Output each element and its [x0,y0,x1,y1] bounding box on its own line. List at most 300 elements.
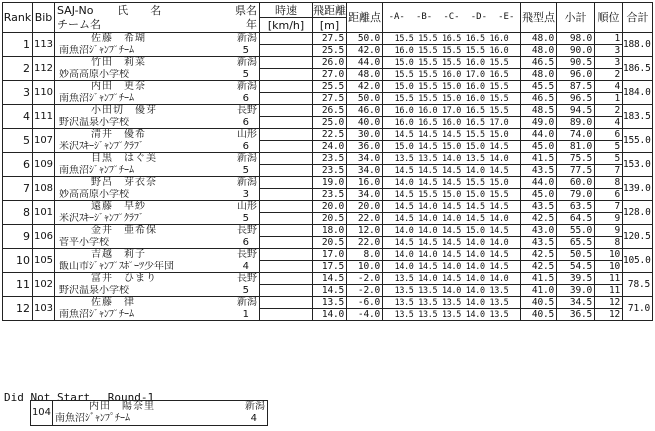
athlete-team: 菅平小学校 [59,236,109,248]
speed-cell [260,201,313,213]
speed-cell [260,117,313,129]
round-order-cell: 1 [595,93,623,105]
results-table [2,2,653,321]
athlete-name: 遠藤 早紗 [91,201,146,213]
judge-score: 14.5 [394,237,414,247]
total-cell: 105.0 [623,249,653,273]
header-bib: Bib [33,3,55,33]
dns-name-cell [52,401,267,414]
round-order-cell: 6 [595,189,623,201]
athlete-pref: 山形 [237,129,257,141]
subtotal-cell: 34.5 [557,297,595,309]
bib-cell: 108 [33,177,55,201]
bib-cell: 101 [33,201,55,225]
judge-score: 16.5 [442,33,461,43]
judge-score: 15.5 [418,81,438,91]
header-judge-d: -D- [470,12,487,22]
style-points-cell: 41.5 [521,153,557,165]
dns-team-cell [52,413,267,426]
athlete-team: 米沢ｽｷｰｼﾞｬﾝﾌﾟｸﾗﾌﾞ [59,212,144,224]
judge-score: 17.0 [489,117,509,127]
judge-scores-cell [383,105,521,117]
athlete-team: 南魚沼ｼﾞｬﾝﾌﾟﾁｰﾑ [59,164,134,176]
bib-cell: 102 [33,273,55,297]
dns-team: 南魚沼ｼﾞｬﾝﾌﾟﾁｰﾑ [54,413,130,424]
distance-cell: 25.0 [313,117,347,129]
round-order-cell: 6 [595,129,623,141]
judge-score: 15.5 [465,45,485,55]
judge-scores-cell [383,249,521,261]
athlete-name-cell [55,273,260,285]
round-order-cell: 12 [595,309,623,321]
rank-cell: 2 [3,57,33,81]
round-order-cell: 9 [595,213,623,225]
judge-score: 16.0 [418,105,438,115]
distance-cell: 14.5 [313,285,347,297]
style-points-cell: 48.0 [521,45,557,57]
judge-score: 15.0 [442,93,461,103]
rank-cell: 6 [3,153,33,177]
distance-cell: 20.0 [313,201,347,213]
result-row [3,129,653,141]
judge-score: 13.5 [442,297,461,307]
athlete-year: 5 [242,212,249,224]
subtotal-cell: 36.5 [557,309,595,321]
bib-cell: 105 [33,249,55,273]
athlete-pref: 長野 [237,273,257,285]
subtotal-cell: 39.5 [557,273,595,285]
judge-score: 15.5 [465,177,485,187]
total-cell: 188.0 [623,33,653,57]
subtotal-cell: 77.5 [557,165,595,177]
athlete-team-cell [55,261,260,273]
distance-cell: 13.5 [313,297,347,309]
round-order-cell: 8 [595,177,623,189]
judge-score: 14.0 [394,225,414,235]
header-judge-c: -C- [443,12,460,22]
judge-score: 15.0 [442,81,461,91]
judge-score: 16.0 [489,45,509,55]
judge-scores-cell [383,81,521,93]
judge-score: 14.5 [489,165,509,175]
judge-scores-cell [383,213,521,225]
distance-points-cell: 34.0 [347,165,383,177]
subtotal-cell: 64.5 [557,213,595,225]
result-row [3,165,653,177]
athlete-team-cell [55,309,260,321]
judge-scores-cell [383,45,521,57]
athlete-team: 南魚沼ｼﾞｬﾝﾌﾟﾁｰﾑ [59,44,134,56]
distance-cell: 22.5 [313,129,347,141]
judge-scores-cell [383,33,521,45]
subtotal-cell: 96.5 [557,93,595,105]
athlete-name: 清井 優希 [91,129,146,141]
header-name-cell [55,3,260,18]
judge-score: 14.5 [394,129,414,139]
athlete-team: 南魚沼ｼﾞｬﾝﾌﾟﾁｰﾑ [59,308,134,320]
athlete-name-cell [55,57,260,69]
athlete-name: 金井 亜希保 [91,225,157,237]
distance-cell: 27.0 [313,69,347,81]
athlete-year: 5 [242,44,249,56]
athlete-name: 内田 更奈 [91,81,146,93]
speed-cell [260,225,313,237]
speed-cell [260,177,313,189]
result-row [3,213,653,225]
header-dist-pts: 距離点 [347,3,383,33]
athlete-name: 佐藤 律 [91,297,135,309]
athlete-name-cell [55,105,260,117]
rank-cell: 5 [3,129,33,153]
speed-cell [260,105,313,117]
athlete-name-cell [55,249,260,261]
subtotal-cell: 98.0 [557,33,595,45]
header-team-cell [55,18,260,33]
judge-score: 16.5 [465,117,485,127]
result-row [3,309,653,321]
speed-cell [260,273,313,285]
judge-scores-cell [383,153,521,165]
distance-points-cell: -2.0 [347,273,383,285]
distance-points-cell: 50.0 [347,93,383,105]
judge-scores-cell [383,129,521,141]
athlete-name-cell [55,177,260,189]
round-order-cell: 9 [595,225,623,237]
subtotal-cell: 89.0 [557,117,595,129]
speed-cell [260,165,313,177]
dns-pref: 新潟 [245,401,265,412]
style-points-cell: 43.5 [521,201,557,213]
total-cell: 184.0 [623,81,653,105]
judge-score: 13.5 [442,309,461,319]
athlete-name: 吉越 莉子 [91,249,146,261]
style-points-cell: 46.5 [521,57,557,69]
speed-cell [260,153,313,165]
judge-score: 13.5 [394,153,414,163]
distance-cell: 20.5 [313,213,347,225]
style-points-cell: 45.0 [521,189,557,201]
header-judge-a: -A- [388,12,405,22]
judge-score: 13.5 [394,309,414,319]
header-saj-no: SAJ-No [57,3,94,17]
judge-score: 15.5 [489,57,509,67]
athlete-year: 5 [242,68,249,80]
rank-cell: 11 [3,273,33,297]
athlete-pref: 新潟 [237,297,257,309]
header-judges [383,3,521,33]
judge-score: 13.5 [465,153,485,163]
judge-score: 14.5 [394,165,414,175]
distance-cell: 19.0 [313,177,347,189]
judge-score: 15.0 [465,225,485,235]
judge-score: 14.5 [418,261,438,271]
result-row [3,285,653,297]
judge-score: 15.5 [489,189,509,199]
judge-score: 14.0 [394,249,414,259]
athlete-name: 佐藤 希瑚 [91,33,146,45]
judge-score: 17.0 [465,69,485,79]
header-speed: 時速 [260,3,313,18]
judge-score: 15.5 [489,81,509,91]
judge-score: 15.5 [465,129,485,139]
style-points-cell: 40.5 [521,297,557,309]
athlete-year: 5 [242,284,249,296]
round-order-cell: 11 [595,273,623,285]
distance-points-cell: 8.0 [347,249,383,261]
bib-cell: 106 [33,225,55,249]
judge-score: 15.0 [442,189,461,199]
athlete-team: 南魚沼ｼﾞｬﾝﾌﾟﾁｰﾑ [59,92,134,104]
distance-cell: 14.0 [313,309,347,321]
judge-score: 14.5 [418,165,438,175]
judge-score: 14.5 [442,177,461,187]
distance-cell: 23.5 [313,153,347,165]
header-name: 氏 名 [117,3,162,17]
athlete-name-cell [55,33,260,45]
athlete-year: 1 [242,308,249,320]
result-row [3,237,653,249]
athlete-year: 5 [242,164,249,176]
judge-score: 14.0 [442,285,461,295]
distance-points-cell: -4.0 [347,309,383,321]
result-row [3,297,653,309]
judge-score: 15.0 [394,57,414,67]
judge-score: 16.0 [465,57,485,67]
distance-points-cell: 12.0 [347,225,383,237]
judge-score: 14.5 [442,273,461,283]
subtotal-cell: 50.5 [557,249,595,261]
judge-score: 15.0 [442,141,461,151]
judge-score: 15.0 [465,141,485,151]
judge-score: 14.5 [394,189,414,199]
athlete-team: 米沢ｽｷｰｼﾞｬﾝﾌﾟｸﾗﾌﾞ [59,140,144,152]
judge-score: 15.5 [418,45,438,55]
distance-cell: 24.0 [313,141,347,153]
total-cell: 155.0 [623,129,653,153]
total-cell: 120.5 [623,225,653,249]
athlete-team: 妙高高原小学校 [59,68,129,80]
judge-score: 15.0 [394,141,414,151]
style-points-cell: 44.0 [521,129,557,141]
judge-score: 16.5 [465,33,485,43]
distance-cell: 20.5 [313,237,347,249]
speed-cell [260,309,313,321]
judge-score: 14.0 [418,249,438,259]
distance-cell: 25.5 [313,81,347,93]
judge-score: 14.0 [465,249,485,259]
result-row [3,153,653,165]
judge-score: 14.0 [489,213,509,223]
athlete-team: 野沢温泉小学校 [59,116,129,128]
judge-scores-cell [383,141,521,153]
style-points-cell: 41.0 [521,285,557,297]
result-row [3,57,653,69]
round-order-cell: 7 [595,201,623,213]
judge-score: 16.5 [465,105,485,115]
judge-scores-cell [383,165,521,177]
distance-points-cell: 22.0 [347,237,383,249]
judge-score: 14.5 [394,201,414,211]
total-cell: 183.5 [623,105,653,129]
athlete-team-cell [55,45,260,57]
judge-score: 14.0 [418,225,438,235]
result-row [3,177,653,189]
distance-cell: 23.5 [313,165,347,177]
athlete-pref: 新潟 [237,177,257,189]
header-rank: Rank [3,3,33,33]
judge-score: 14.5 [489,201,509,211]
speed-cell [260,33,313,45]
judge-score: 14.0 [465,285,485,295]
athlete-team-cell [55,165,260,177]
bib-cell: 109 [33,153,55,177]
style-points-cell: 43.5 [521,237,557,249]
header-judge-e: -E- [498,12,515,22]
dns-bib: 104 [31,401,53,426]
total-cell: 71.0 [623,297,653,321]
speed-cell [260,93,313,105]
distance-cell: 25.5 [313,45,347,57]
judge-score: 16.0 [465,93,485,103]
athlete-pref: 長野 [237,105,257,117]
total-cell: 78.5 [623,273,653,297]
athlete-year: 3 [242,188,249,200]
dns-year: 4 [250,413,257,424]
athlete-team: 野沢温泉小学校 [59,284,129,296]
judge-score: 14.5 [489,141,509,151]
style-points-cell: 43.0 [521,225,557,237]
header-distance: 飛距離 [313,3,346,17]
distance-points-cell: 44.0 [347,57,383,69]
rank-cell: 9 [3,225,33,249]
style-points-cell: 42.5 [521,213,557,225]
result-row [3,117,653,129]
subtotal-cell: 96.0 [557,69,595,81]
total-cell: 186.5 [623,57,653,81]
result-row [3,33,653,45]
judge-score: 16.5 [418,117,438,127]
style-points-cell: 48.0 [521,33,557,45]
dns-table [30,400,268,426]
judge-score: 15.5 [442,45,461,55]
result-row [3,69,653,81]
athlete-name: 竹田 莉菜 [91,57,146,69]
judge-score: 14.0 [418,213,438,223]
judge-score: 17.0 [442,105,461,115]
round-order-cell: 11 [595,285,623,297]
judge-score: 14.5 [442,201,461,211]
judge-score: 14.0 [442,213,461,223]
result-row [3,273,653,285]
athlete-name: 小田切 優芽 [91,105,157,117]
judge-score: 14.0 [442,261,461,271]
header-order: 順位 [595,3,623,33]
style-points-cell: 40.5 [521,309,557,321]
judge-score: 14.5 [442,249,461,259]
athlete-year: 6 [242,92,249,104]
rank-cell: 10 [3,249,33,273]
result-row [3,225,653,237]
judge-score: 14.5 [442,165,461,175]
distance-cell: 18.0 [313,225,347,237]
athlete-year: 6 [242,140,249,152]
round-order-cell: 12 [595,297,623,309]
judge-score: 16.0 [489,33,509,43]
total-cell: 153.0 [623,153,653,177]
bib-cell: 107 [33,129,55,153]
judge-score: 14.0 [465,297,485,307]
athlete-name: 富井 ひまり [91,273,157,285]
athlete-team-cell [55,117,260,129]
distance-cell: 17.5 [313,261,347,273]
style-points-cell: 46.5 [521,93,557,105]
judge-scores-cell [383,273,521,285]
round-order-cell: 2 [595,105,623,117]
judge-score: 14.0 [442,153,461,163]
judge-scores-cell [383,309,521,321]
judge-scores-cell [383,177,521,189]
judge-score: 15.5 [394,93,414,103]
round-order-cell: 5 [595,141,623,153]
subtotal-cell: 90.5 [557,57,595,69]
judge-score: 16.5 [489,69,509,79]
speed-cell [260,45,313,57]
judge-scores-cell [383,201,521,213]
judge-score: 13.5 [418,285,438,295]
judge-scores-cell [383,93,521,105]
speed-cell [260,81,313,93]
distance-points-cell: 30.0 [347,129,383,141]
result-row [3,81,653,93]
judge-score: 15.5 [489,93,509,103]
judge-score: 13.5 [489,285,509,295]
header-team: チーム名 [57,18,101,32]
judge-scores-cell [383,189,521,201]
subtotal-cell: 81.0 [557,141,595,153]
header-total: 合計 [623,3,653,33]
judge-scores-cell [383,285,521,297]
result-row [3,93,653,105]
total-cell: 139.0 [623,177,653,201]
distance-points-cell: 50.0 [347,33,383,45]
athlete-year: 6 [242,116,249,128]
header-style-pts: 飛型点 [521,3,557,33]
bib-cell: 113 [33,33,55,57]
speed-cell [260,129,313,141]
athlete-team-cell [55,285,260,297]
judge-scores-cell [383,261,521,273]
rank-cell: 8 [3,201,33,225]
subtotal-cell: 60.0 [557,177,595,189]
round-order-cell: 8 [595,237,623,249]
distance-points-cell: 34.0 [347,189,383,201]
judge-score: 15.0 [394,81,414,91]
judge-score: 13.5 [418,297,438,307]
style-points-cell: 42.5 [521,249,557,261]
athlete-team-cell [55,213,260,225]
subtotal-cell: 63.5 [557,201,595,213]
round-order-cell: 4 [595,81,623,93]
header-judge-b: -B- [415,12,433,22]
judge-score: 14.0 [465,309,485,319]
style-points-cell: 44.0 [521,177,557,189]
judge-score: 14.0 [489,273,509,283]
judge-score: 15.5 [418,69,438,79]
athlete-name-cell [55,297,260,309]
athlete-year: 4 [242,260,249,272]
judge-score: 14.5 [442,237,461,247]
athlete-pref: 新潟 [237,57,257,69]
